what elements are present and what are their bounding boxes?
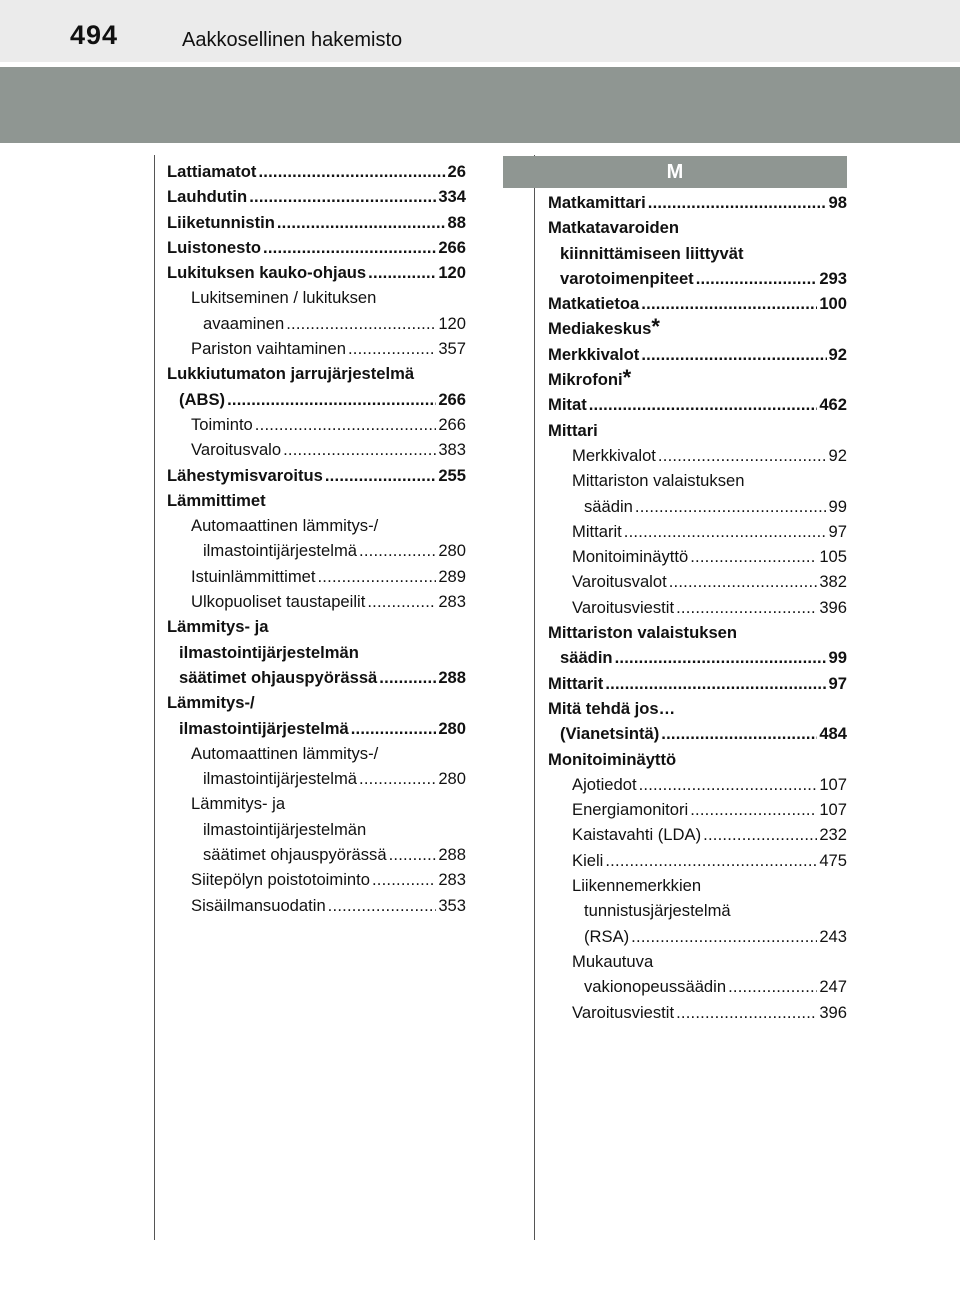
entry-label: ilmastointijärjestelmä bbox=[203, 541, 358, 561]
entry-page-number: 383 bbox=[438, 440, 466, 460]
entry-page-number: 293 bbox=[819, 268, 847, 288]
entry-label: avaaminen bbox=[203, 313, 285, 333]
entry-page-number: 97 bbox=[828, 521, 847, 541]
index-entry bbox=[548, 721, 847, 746]
dot-leader bbox=[359, 538, 436, 563]
entry-label: säätimet ohjauspyörässä bbox=[179, 667, 378, 687]
entry-label: Varoitusvalo bbox=[191, 440, 282, 460]
dot-leader bbox=[328, 893, 437, 918]
entry-label: Lukituksen kauko-ohjaus bbox=[167, 263, 367, 283]
dot-leader bbox=[389, 842, 437, 867]
dot-leader bbox=[639, 772, 818, 797]
dot-leader bbox=[676, 595, 817, 620]
entry-label: kiinnittämiseen liittyvät bbox=[560, 243, 744, 263]
dot-leader bbox=[325, 463, 436, 488]
entry-page-number: 475 bbox=[819, 850, 847, 870]
entry-label: Matkatavaroiden bbox=[548, 218, 679, 238]
entry-label: Energiamonitori bbox=[572, 800, 689, 820]
section-letter-bar: M bbox=[503, 156, 847, 188]
entry-label: Automaattinen lämmitys-/ bbox=[191, 743, 379, 763]
entry-page-number: 243 bbox=[819, 926, 847, 946]
index-entry bbox=[548, 924, 847, 949]
dot-leader bbox=[648, 190, 827, 215]
header-band bbox=[0, 67, 960, 143]
dot-leader bbox=[372, 867, 436, 892]
entry-label: Matkamittari bbox=[548, 193, 646, 212]
entry-label: ilmastointijärjestelmä bbox=[179, 718, 349, 738]
index-entry bbox=[548, 266, 847, 291]
entry-label: Monitoiminäyttö bbox=[548, 749, 677, 769]
entry-label: Mittariston valaistuksen bbox=[548, 623, 738, 643]
entry-page-number: 247 bbox=[819, 977, 847, 997]
index-entry bbox=[167, 336, 466, 361]
index-entry bbox=[167, 513, 466, 538]
entry-page-number: 266 bbox=[438, 414, 466, 434]
entry-page-number: 280 bbox=[438, 718, 466, 738]
index-entry bbox=[548, 241, 847, 266]
index-entry bbox=[548, 190, 847, 215]
entry-label: Varoitusviestit bbox=[572, 1002, 675, 1022]
entry-label: Liikennemerkkien bbox=[572, 876, 702, 896]
index-entry bbox=[167, 437, 466, 462]
entry-label: Mukautuva bbox=[572, 951, 654, 971]
dot-leader bbox=[631, 924, 817, 949]
entry-page-number: 26 bbox=[447, 162, 466, 181]
entry-label: säädin bbox=[560, 648, 613, 668]
index-entry bbox=[167, 361, 466, 386]
entry-label: Lämmittimet bbox=[167, 490, 266, 510]
dot-leader bbox=[696, 266, 818, 291]
entry-label: Mittariston valaistuksen bbox=[572, 471, 745, 491]
index-entry bbox=[548, 671, 847, 696]
dot-leader bbox=[661, 721, 817, 746]
index-entry bbox=[548, 873, 847, 898]
index-entry bbox=[167, 766, 466, 791]
page-number: 494 bbox=[70, 20, 119, 50]
entry-label: Ulkopuoliset taustapeilit bbox=[191, 592, 366, 612]
entry-label: Luistonesto bbox=[167, 237, 262, 257]
index-entry bbox=[167, 184, 466, 209]
index-entry bbox=[167, 791, 466, 816]
entry-page-number: 462 bbox=[819, 395, 847, 415]
index-entry bbox=[167, 412, 466, 437]
entry-label: Ajotiedot bbox=[572, 774, 637, 794]
entry-page-number: 107 bbox=[819, 800, 847, 820]
index-entry bbox=[548, 1000, 847, 1025]
dot-leader bbox=[351, 716, 437, 741]
entry-label: Lattiamatot bbox=[167, 162, 257, 181]
entry-page-number: 92 bbox=[828, 344, 847, 364]
entry-label: varotoimenpiteet bbox=[560, 268, 694, 288]
index-entry bbox=[548, 797, 847, 822]
entry-label: Merkkivalot bbox=[572, 445, 656, 465]
index-entry bbox=[548, 645, 847, 670]
index-entry bbox=[548, 468, 847, 493]
index-entry bbox=[167, 210, 466, 235]
dot-leader bbox=[359, 766, 436, 791]
entry-label: säädin bbox=[584, 496, 633, 516]
entry-label: Toiminto bbox=[191, 414, 253, 434]
entry-page-number: 396 bbox=[819, 1002, 847, 1022]
index-entry bbox=[167, 741, 466, 766]
index-entry bbox=[548, 898, 847, 923]
entry-label: Varoitusviestit bbox=[572, 597, 675, 617]
entry-label: Mediakeskus bbox=[548, 319, 652, 339]
dot-leader bbox=[258, 159, 445, 184]
entry-label: Lauhdutin bbox=[167, 187, 248, 207]
entry-page-number: 97 bbox=[828, 673, 847, 693]
index-entry bbox=[167, 867, 466, 892]
dot-leader bbox=[658, 443, 827, 468]
index-entry bbox=[548, 949, 847, 974]
entry-label: Lukkiutumaton jarrujärjestelmä bbox=[167, 364, 415, 384]
entry-label: Kaistavahti (LDA) bbox=[572, 825, 702, 845]
entry-label: Mittarit bbox=[572, 521, 622, 541]
entry-page-number: 120 bbox=[438, 263, 466, 283]
index-entry bbox=[167, 716, 466, 741]
entry-label: (Vianetsintä) bbox=[560, 724, 660, 744]
index-entry bbox=[548, 620, 847, 645]
index-column-right bbox=[548, 190, 847, 1025]
left-column-rule bbox=[154, 155, 155, 1240]
index-entry bbox=[167, 665, 466, 690]
entry-label: Automaattinen lämmitys-/ bbox=[191, 516, 379, 536]
index-entry bbox=[167, 690, 466, 715]
header-bar bbox=[0, 0, 960, 62]
entry-page-number: 357 bbox=[438, 339, 466, 359]
dot-leader bbox=[641, 291, 817, 316]
dot-leader bbox=[368, 260, 436, 285]
index-entry bbox=[548, 443, 847, 468]
index-entry bbox=[548, 696, 847, 721]
index-entry bbox=[548, 342, 847, 367]
entry-page-number: 255 bbox=[438, 465, 466, 485]
index-entry bbox=[167, 463, 466, 488]
dot-leader bbox=[641, 342, 826, 367]
entry-page-number: 88 bbox=[447, 212, 466, 232]
index-entry bbox=[548, 569, 847, 594]
dot-leader bbox=[283, 437, 436, 462]
dot-leader bbox=[669, 569, 818, 594]
index-entry bbox=[548, 848, 847, 873]
entry-label: Varoitusvalot bbox=[572, 572, 667, 592]
index-entry bbox=[548, 392, 847, 417]
dot-leader bbox=[605, 671, 826, 696]
entry-page-number: 99 bbox=[828, 496, 847, 516]
index-entry bbox=[167, 842, 466, 867]
entry-label: vakionopeussäädin bbox=[584, 977, 727, 997]
entry-label: ilmastointijärjestelmä bbox=[203, 769, 358, 789]
index-entry: Mediakeskus * bbox=[548, 316, 847, 341]
index-entry bbox=[548, 291, 847, 316]
entry-label: Pariston vaihtaminen bbox=[191, 339, 346, 359]
index-entry bbox=[548, 595, 847, 620]
index-entry bbox=[167, 235, 466, 260]
index-entry bbox=[167, 311, 466, 336]
page-title: Aakkosellinen hakemisto bbox=[182, 29, 403, 51]
entry-label: (ABS) bbox=[179, 389, 226, 409]
entry-label: Mittarit bbox=[548, 673, 604, 693]
dot-leader bbox=[227, 387, 436, 412]
entry-page-number: 289 bbox=[438, 566, 466, 586]
index-entry bbox=[548, 974, 847, 999]
entry-label: Lämmitys- ja bbox=[167, 617, 269, 637]
entry-page-number: 283 bbox=[438, 870, 466, 890]
entry-page-number: 280 bbox=[438, 541, 466, 561]
index-column-left bbox=[167, 159, 466, 918]
entry-page-number: 98 bbox=[828, 193, 847, 212]
dot-leader bbox=[367, 589, 436, 614]
dot-leader bbox=[690, 544, 817, 569]
entry-label: Lähestymisvaroitus bbox=[167, 465, 323, 485]
index-entry bbox=[167, 640, 466, 665]
dot-leader bbox=[317, 564, 436, 589]
right-column-rule bbox=[534, 155, 535, 1240]
dot-leader bbox=[615, 645, 827, 670]
index-entry bbox=[167, 260, 466, 285]
dot-leader bbox=[286, 311, 436, 336]
index-entry bbox=[548, 519, 847, 544]
entry-page-number: 105 bbox=[819, 547, 847, 567]
entry-label: Lämmitys-/ bbox=[167, 693, 255, 713]
entry-label: Mikrofoni bbox=[548, 370, 623, 390]
entry-label: säätimet ohjauspyörässä bbox=[203, 845, 387, 865]
entry-label: Lämmitys- ja bbox=[191, 794, 286, 814]
index-entry bbox=[548, 418, 847, 443]
dot-leader bbox=[728, 974, 817, 999]
entry-page-number: 266 bbox=[438, 389, 466, 409]
index-entry bbox=[167, 589, 466, 614]
dot-leader bbox=[255, 412, 437, 437]
entry-page-number: 120 bbox=[438, 313, 466, 333]
entry-label: Sisäilmansuodatin bbox=[191, 895, 326, 915]
dot-leader bbox=[624, 519, 827, 544]
entry-label: Istuinlämmittimet bbox=[191, 566, 316, 586]
dot-leader bbox=[589, 392, 818, 417]
dot-leader bbox=[690, 797, 817, 822]
dot-leader bbox=[379, 665, 436, 690]
entry-page-number: 484 bbox=[819, 724, 847, 744]
entry-page-number: 280 bbox=[438, 769, 466, 789]
entry-page-number: 334 bbox=[438, 187, 466, 207]
entry-page-number: 232 bbox=[819, 825, 847, 845]
dot-leader bbox=[277, 210, 446, 235]
index-entry bbox=[548, 544, 847, 569]
entry-label: Kieli bbox=[572, 850, 604, 870]
entry-label: tunnistusjärjestelmä bbox=[584, 901, 731, 921]
index-entry bbox=[167, 159, 466, 184]
entry-label: ilmastointijärjestelmän bbox=[203, 819, 367, 839]
index-entry bbox=[548, 494, 847, 519]
entry-label: Monitoiminäyttö bbox=[572, 547, 689, 567]
entry-page-number: 353 bbox=[438, 895, 466, 915]
index-entry bbox=[167, 564, 466, 589]
entry-page-number: 396 bbox=[819, 597, 847, 617]
index-entry bbox=[167, 538, 466, 563]
index-entry bbox=[167, 285, 466, 310]
dot-leader bbox=[348, 336, 436, 361]
dot-leader bbox=[676, 1000, 817, 1025]
index-entry bbox=[167, 488, 466, 513]
entry-label: Liiketunnistin bbox=[167, 212, 275, 232]
entry-page-number: 107 bbox=[819, 774, 847, 794]
entry-page-number: 283 bbox=[438, 592, 466, 612]
entry-label: ilmastointijärjestelmän bbox=[179, 642, 359, 662]
entry-label: Matkatietoa bbox=[548, 294, 640, 314]
entry-page-number: 266 bbox=[438, 237, 466, 257]
entry-page-number: 99 bbox=[828, 648, 847, 668]
dot-leader bbox=[703, 822, 817, 847]
index-entry: Mikrofoni * bbox=[548, 367, 847, 392]
index-entry bbox=[548, 747, 847, 772]
entry-label: (RSA) bbox=[584, 926, 630, 946]
index-entry bbox=[167, 387, 466, 412]
entry-label: Mitat bbox=[548, 395, 587, 415]
index-entry bbox=[548, 215, 847, 240]
entry-label: Siitepölyn poistotoiminto bbox=[191, 870, 370, 890]
entry-label: Lukitseminen / lukituksen bbox=[191, 288, 377, 308]
dot-leader bbox=[605, 848, 817, 873]
index-entry bbox=[548, 822, 847, 847]
entry-label: Mittari bbox=[548, 420, 598, 440]
entry-page-number: 382 bbox=[819, 572, 847, 592]
entry-page-number: 100 bbox=[819, 294, 847, 314]
index-entry bbox=[167, 817, 466, 842]
index-entry bbox=[167, 893, 466, 918]
entry-page-number: 288 bbox=[438, 845, 466, 865]
entry-label: Mitä tehdä jos… bbox=[548, 698, 676, 718]
index-entry bbox=[548, 772, 847, 797]
entry-page-number: 92 bbox=[828, 445, 847, 465]
dot-leader bbox=[249, 184, 436, 209]
dot-leader bbox=[635, 494, 827, 519]
entry-label: Merkkivalot bbox=[548, 344, 640, 364]
entry-page-number: 288 bbox=[438, 667, 466, 687]
dot-leader bbox=[263, 235, 436, 260]
index-entry bbox=[167, 614, 466, 639]
